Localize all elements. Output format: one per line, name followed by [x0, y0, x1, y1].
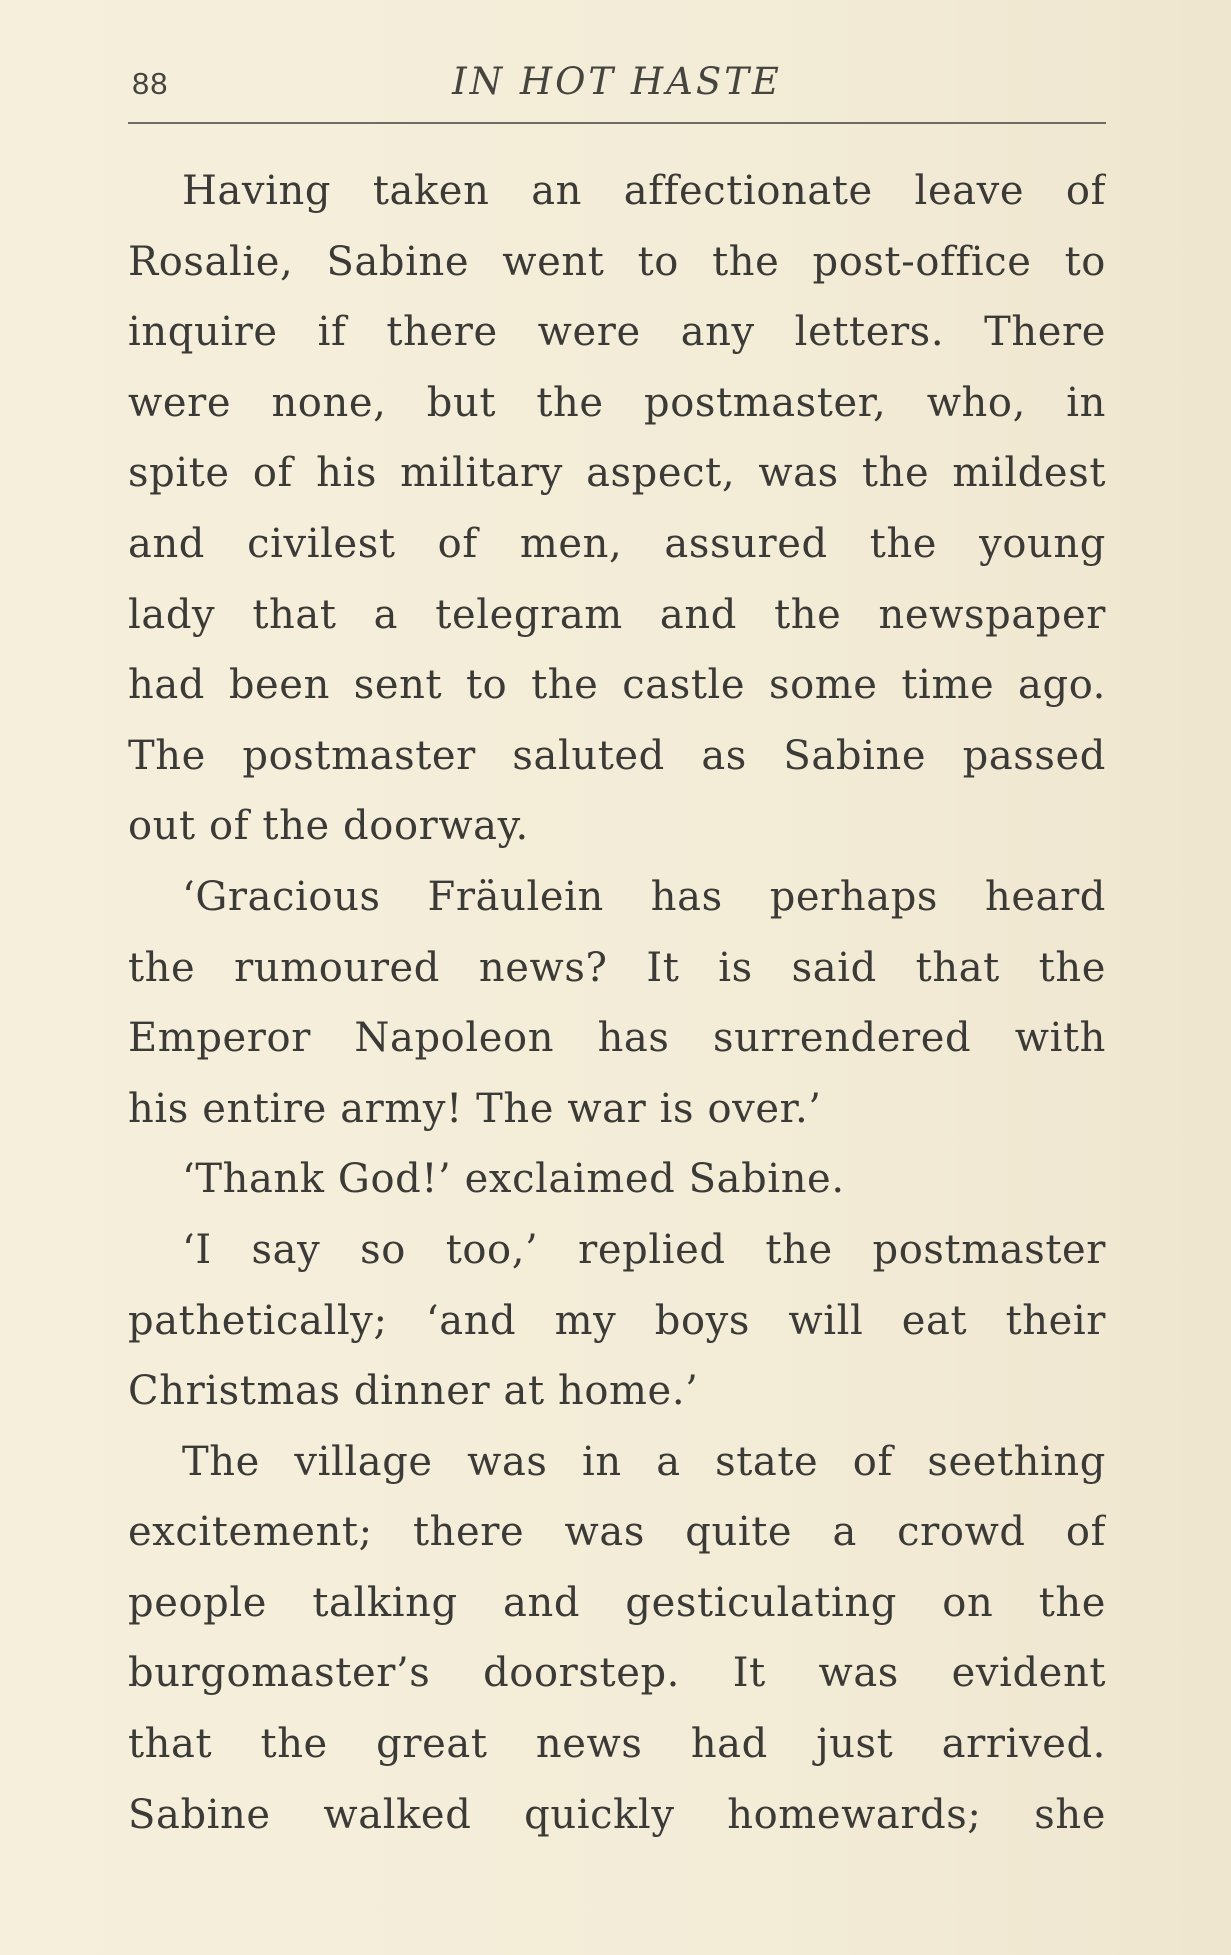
- text-line: burgomaster’s doorstep. It was evident: [128, 1650, 1106, 1697]
- text-line: The postmaster saluted as Sabine passed: [128, 732, 1106, 779]
- text-line: ‘I say so too,’ replied the postmaster: [182, 1226, 1106, 1273]
- text-line: the rumoured news? It is said that the: [128, 944, 1106, 991]
- text-line: Emperor Napoleon has surrendered with: [128, 1015, 1106, 1062]
- text-line: out of the doorway.: [128, 803, 529, 850]
- text-line: ‘Gracious Fräulein has perhaps heard: [182, 873, 1106, 920]
- text-line: pathetically; ‘and my boys will eat their: [128, 1297, 1106, 1344]
- text-line: and civilest of men, assured the young: [128, 520, 1106, 567]
- body-text: [128, 156, 1106, 1850]
- text-line: The village was in a state of seething: [182, 1438, 1106, 1485]
- page-number: 88: [132, 66, 169, 101]
- text-line: Having taken an affectionate leave of: [182, 168, 1106, 214]
- text-line: Rosalie, Sabine went to the post-office to: [128, 238, 1106, 285]
- text-line: ‘Thank God!’ exclaimed Sabine.: [182, 1156, 845, 1203]
- text-line: were none, but the postmaster, who, in: [128, 379, 1106, 426]
- text-line: spite of his military aspect, was the mildest: [128, 450, 1106, 497]
- text-line: people talking and gesticulating on the: [128, 1579, 1106, 1626]
- page-header: [128, 56, 1106, 116]
- text-line: had been sent to the castle some time ago.: [128, 662, 1106, 709]
- header-rule: [128, 122, 1106, 124]
- running-title: IN HOT HASTE: [452, 60, 782, 103]
- text-line: excitement; there was quite a crowd of: [128, 1509, 1106, 1556]
- text-line: Sabine walked quickly homewards; she: [128, 1791, 1106, 1838]
- text-line: lady that a telegram and the newspaper: [128, 591, 1106, 638]
- text-line: inquire if there were any letters. There: [128, 309, 1106, 356]
- text-line: that the great news had just arrived.: [128, 1721, 1106, 1768]
- text-line: his entire army! The war is over.’: [128, 1085, 822, 1132]
- text-line: Christmas dinner at home.’: [128, 1368, 699, 1415]
